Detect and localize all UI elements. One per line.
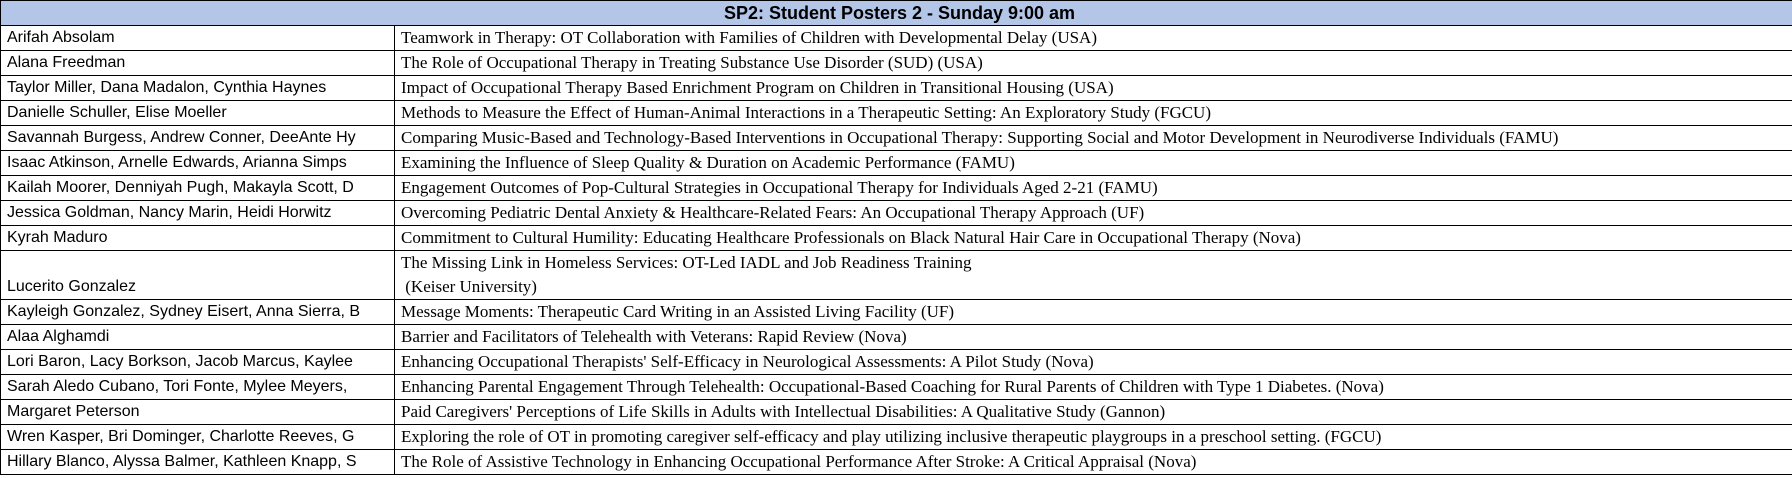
authors-cell[interactable]: Taylor Miller, Dana Madalon, Cynthia Haynes [1,76,395,101]
table-row [1,325,1792,350]
poster-title-cell[interactable]: Examining the Influence of Sleep Quality & Duration on Academic Performance (FAMU) [395,151,1792,176]
authors-cell[interactable]: Danielle Schuller, Elise Moeller [1,101,395,126]
poster-title-cell[interactable]: The Role of Occupational Therapy in Treating Substance Use Disorder (SUD) (USA) [395,51,1792,76]
table-row [1,26,1792,51]
poster-title-cell[interactable]: Methods to Measure the Effect of Human-Animal Interactions in a Therapeutic Setting: An Exploratory Study (FGCU) [395,101,1792,126]
authors-cell[interactable]: Arifah Absolam [1,26,395,51]
poster-title-cell[interactable]: Barrier and Facilitators of Telehealth with Veterans: Rapid Review (Nova) [395,325,1792,350]
authors-cell[interactable]: Jessica Goldman, Nancy Marin, Heidi Horwitz [1,201,395,226]
table-row [1,226,1792,251]
poster-title-cell[interactable]: Enhancing Parental Engagement Through Telehealth: Occupational-Based Coaching for Rural Parents of Children with Type 1 Diabetes. (Nova) [395,375,1792,400]
poster-title-cell[interactable]: Enhancing Occupational Therapists' Self-Efficacy in Neurological Assessments: A Pilot Study (Nova) [395,350,1792,375]
authors-cell[interactable]: Hillary Blanco, Alyssa Balmer, Kathleen Knapp, S [1,450,395,475]
poster-title-cell[interactable]: Impact of Occupational Therapy Based Enrichment Program on Children in Transitional Housing (USA) [395,76,1792,101]
table-row [1,51,1792,76]
table-row [1,101,1792,126]
table-row [1,375,1792,400]
table-row [1,350,1792,375]
table-row [1,300,1792,325]
table-row [1,425,1792,450]
authors-cell[interactable]: Isaac Atkinson, Arnelle Edwards, Arianna Simps [1,151,395,176]
authors-cell[interactable]: Sarah Aledo Cubano, Tori Fonte, Mylee Meyers, [1,375,395,400]
authors-cell[interactable]: Margaret Peterson [1,400,395,425]
table-row [1,76,1792,101]
authors-cell[interactable]: Wren Kasper, Bri Dominger, Charlotte Reeves, G [1,425,395,450]
authors-cell[interactable]: Kailah Moorer, Denniyah Pugh, Makayla Scott, D [1,176,395,201]
table-row [1,176,1792,201]
poster-title-cell[interactable]: Message Moments: Therapeutic Card Writing in an Assisted Living Facility (UF) [395,300,1792,325]
session-header-row [1,1,1792,26]
authors-cell[interactable]: Lori Baron, Lacy Borkson, Jacob Marcus, Kaylee [1,350,395,375]
table-row [1,400,1792,425]
table-row [1,126,1792,151]
poster-title-cell[interactable]: Teamwork in Therapy: OT Collaboration with Families of Children with Developmental Delay (USA) [395,26,1792,51]
table-row [1,151,1792,176]
table-row [1,251,1792,300]
poster-title-cell[interactable]: The Role of Assistive Technology in Enhancing Occupational Performance After Stroke: A Critical Appraisal (Nova) [395,450,1792,475]
authors-cell[interactable]: Kayleigh Gonzalez, Sydney Eisert, Anna Sierra, B [1,300,395,325]
table-row [1,201,1792,226]
poster-title-cell[interactable]: Comparing Music-Based and Technology-Based Interventions in Occupational Therapy: Supporting Social and Motor Development in Neurodiverse Individuals (FAMU) [395,126,1792,151]
poster-title-line-2: (Keiser University) [401,277,537,296]
authors-cell[interactable]: Kyrah Maduro [1,226,395,251]
poster-title-cell[interactable] [395,251,1792,300]
poster-title-cell[interactable]: Exploring the role of OT in promoting caregiver self-efficacy and play utilizing inclusive therapeutic playgroups in a preschool setting. (FGCU) [395,425,1792,450]
authors-cell[interactable]: Savannah Burgess, Andrew Conner, DeeAnte Hy [1,126,395,151]
table-row [1,450,1792,475]
poster-title-cell[interactable]: Paid Caregivers' Perceptions of Life Skills in Adults with Intellectual Disabilities: A Qualitative Study (Gannon) [395,400,1792,425]
poster-title-cell[interactable]: Commitment to Cultural Humility: Educating Healthcare Professionals on Black Natural Hair Care in Occupational Therapy (Nova) [395,226,1792,251]
authors-cell[interactable]: Alana Freedman [1,51,395,76]
poster-title-line-1: The Missing Link in Homeless Services: OT-Led IADL and Job Readiness Training [401,253,972,272]
poster-title-cell[interactable]: Overcoming Pediatric Dental Anxiety & Healthcare-Related Fears: An Occupational Therapy Approach (UF) [395,201,1792,226]
poster-title-cell[interactable]: Engagement Outcomes of Pop-Cultural Strategies in Occupational Therapy for Individuals Aged 2-21 (FAMU) [395,176,1792,201]
authors-cell[interactable]: Lucerito Gonzalez [1,251,395,300]
session-title[interactable]: SP2: Student Posters 2 - Sunday 9:00 am [1,1,1792,26]
authors-cell[interactable]: Alaa Alghamdi [1,325,395,350]
